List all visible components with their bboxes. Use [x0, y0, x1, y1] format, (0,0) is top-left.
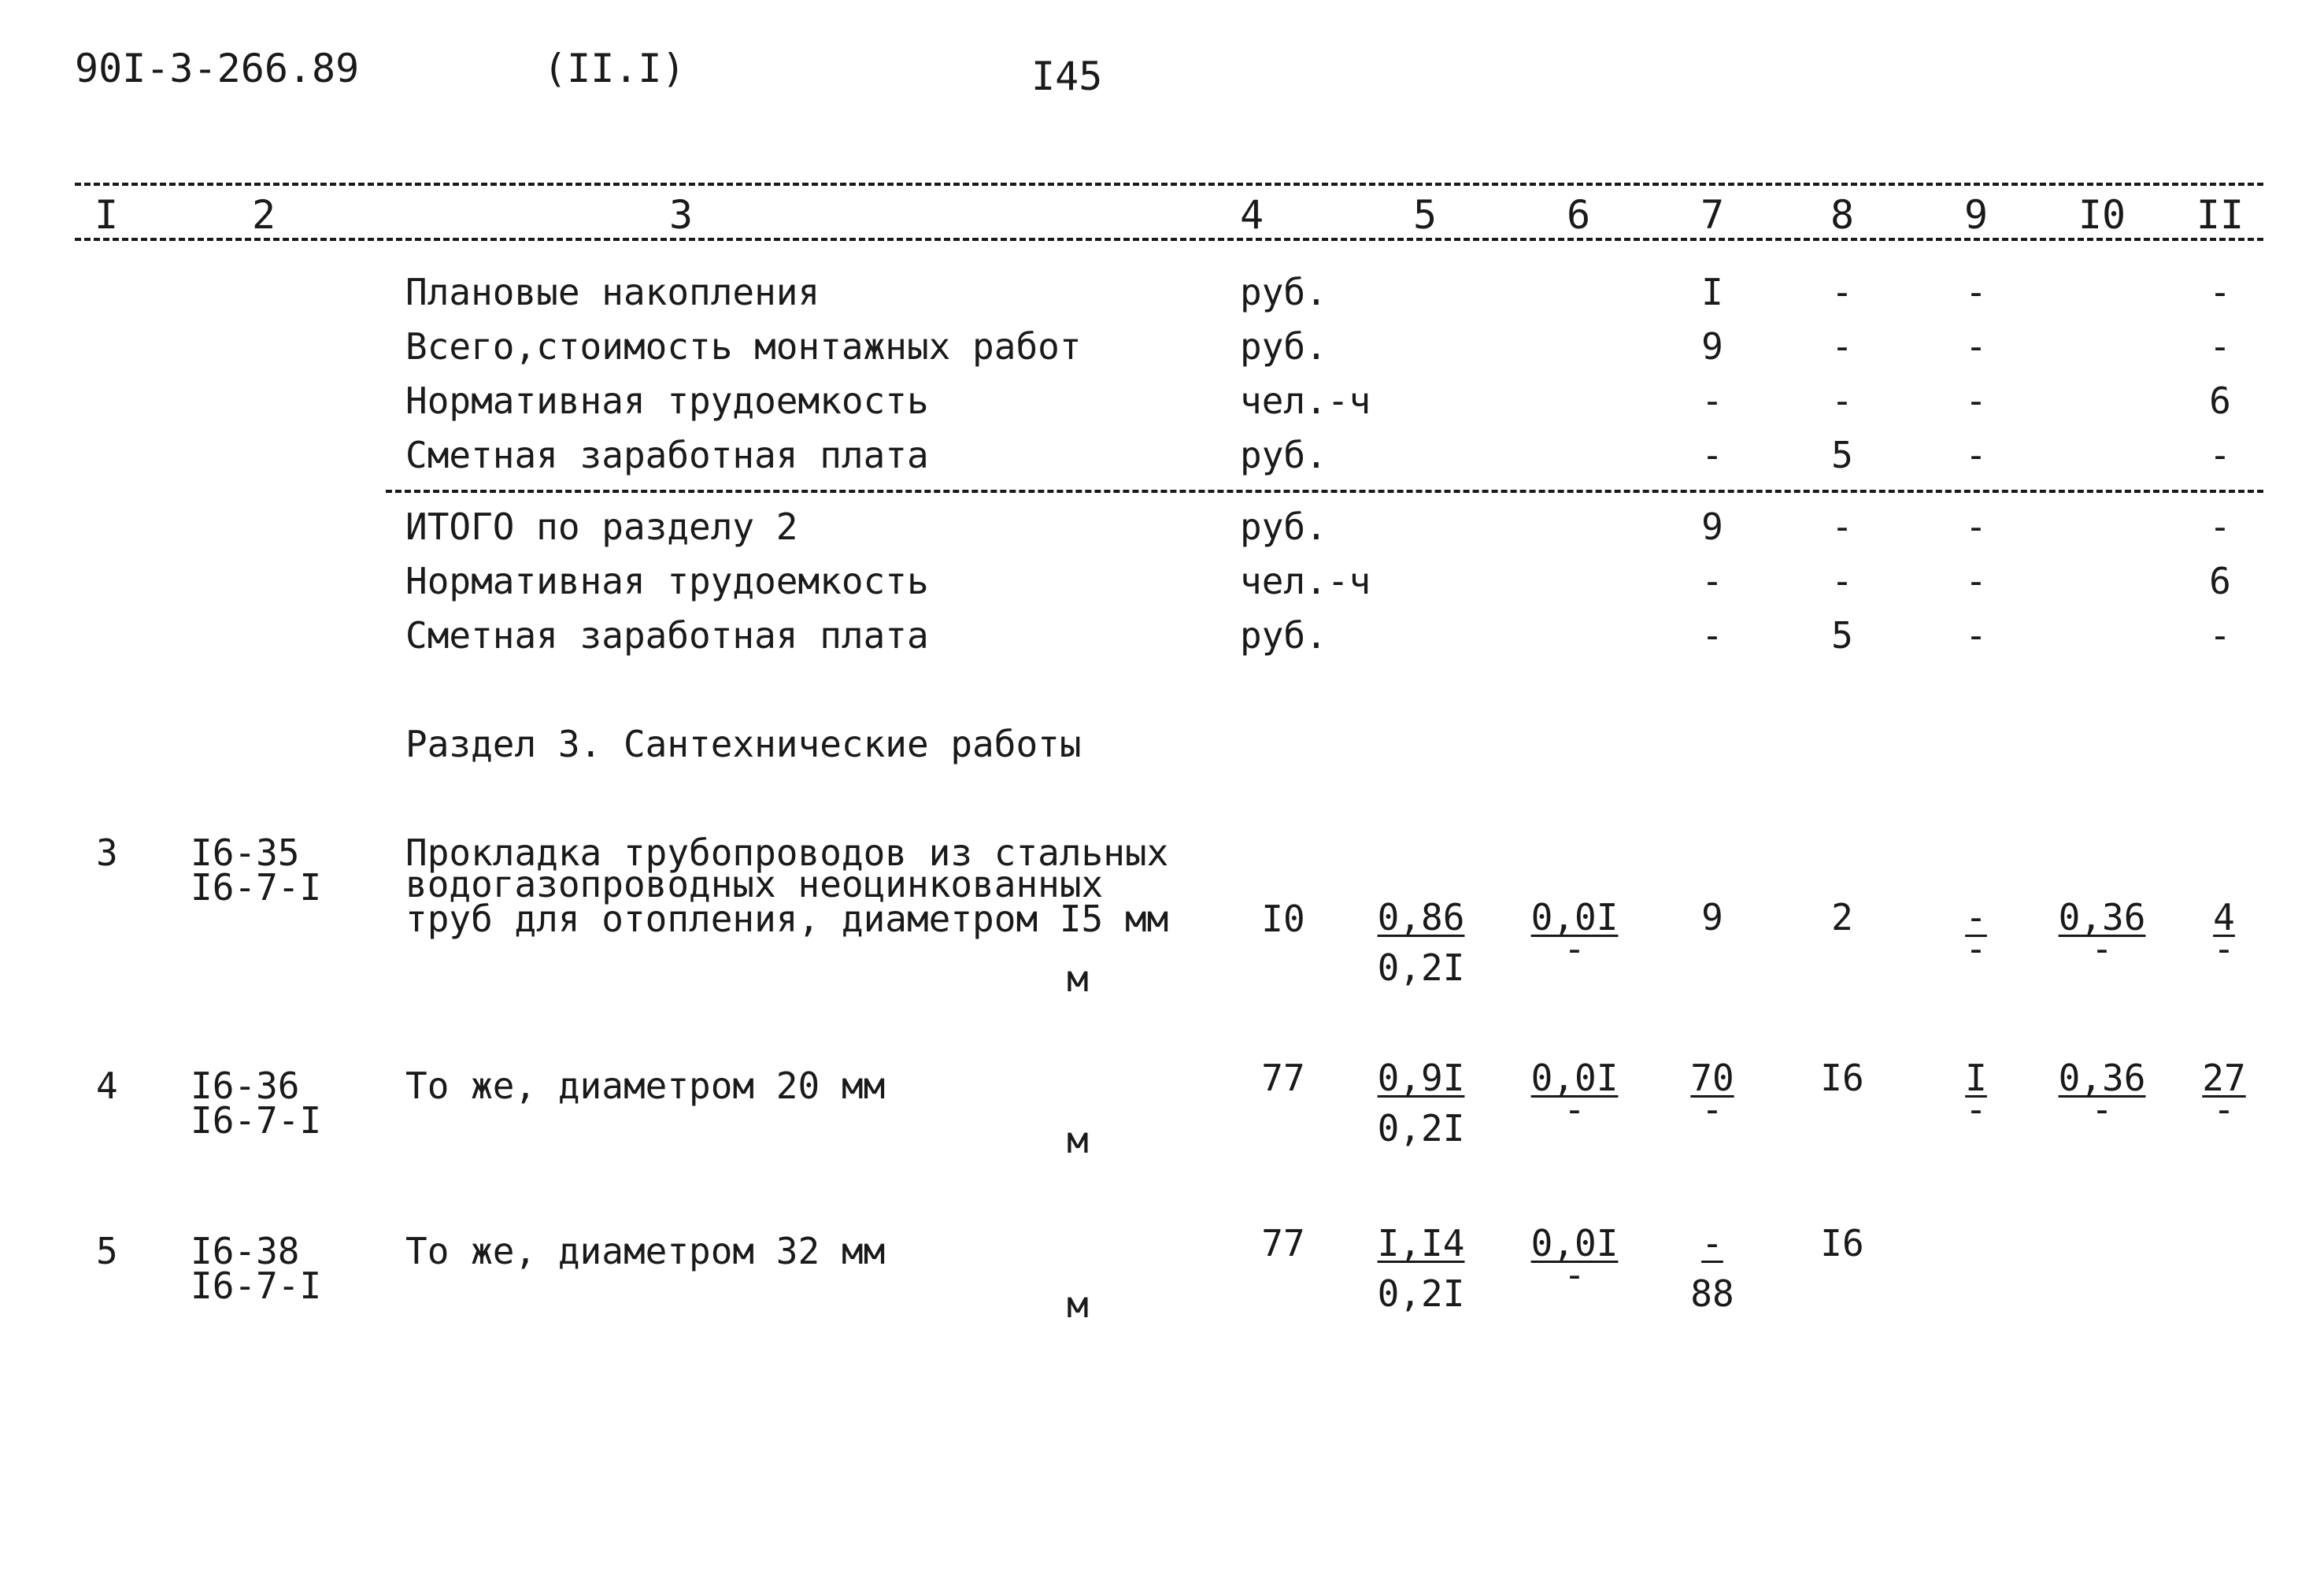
- item-code-secondary: I6-7-I: [191, 1099, 322, 1142]
- cell-col11: -: [2209, 614, 2231, 657]
- cell-col8: -: [1831, 380, 1853, 422]
- cell-col7: I: [1701, 271, 1723, 313]
- item-unit: м: [1067, 957, 1089, 1000]
- fraction-denominator: 0,2I: [1377, 946, 1465, 989]
- cell-col8: -: [1831, 271, 1853, 313]
- cell-col7: -: [1701, 614, 1723, 657]
- cell-col9: -: [1965, 325, 1987, 368]
- column-header: I: [94, 192, 119, 238]
- fraction-denominator: 88: [1690, 1272, 1734, 1315]
- fraction-denominator: -: [1564, 927, 1586, 970]
- cell-col11: [2161, 1057, 2287, 1131]
- cell-col8: 5: [1831, 434, 1853, 476]
- cell-col10: [2039, 1057, 2165, 1131]
- column-header: 9: [1963, 192, 1989, 238]
- cell-col11: 6: [2209, 560, 2231, 602]
- cell-col11: -: [2209, 271, 2231, 313]
- row-name: ИТОГО по разделу 2: [405, 505, 798, 548]
- row-name: Сметная заработная плата: [405, 434, 929, 476]
- item-unit: м: [1067, 1283, 1089, 1326]
- header-bottom-rule: [75, 238, 2263, 241]
- cell-col8: -: [1831, 505, 1853, 548]
- cell-col8: -: [1831, 325, 1853, 368]
- fraction-numerator: I: [1965, 1057, 1987, 1099]
- cell-col5: [1358, 1057, 1484, 1150]
- cell-col7: 9: [1701, 896, 1723, 939]
- column-header: 4: [1239, 192, 1264, 238]
- item-description-line: То же, диаметром 20 мм: [405, 1064, 886, 1107]
- fraction-numerator: 70: [1690, 1057, 1734, 1099]
- fraction-numerator: 0,36: [2058, 1057, 2146, 1099]
- document-code: 90I-3-266.89: [75, 46, 360, 91]
- fraction-numerator: -: [1965, 896, 1987, 939]
- item-number: 3: [96, 831, 118, 874]
- fraction-numerator: I,I4: [1377, 1222, 1465, 1264]
- fraction-denominator: -: [1701, 1088, 1723, 1131]
- fraction-numerator: 0,9I: [1377, 1057, 1465, 1099]
- cell-col9: -: [1965, 614, 1987, 657]
- cell-col5: [1358, 896, 1484, 989]
- row-unit: чел.-ч: [1240, 380, 1371, 422]
- row-name: Нормативная трудоемкость: [405, 380, 929, 422]
- cell-col9: -: [1965, 434, 1987, 476]
- fraction-denominator: -: [2091, 1088, 2113, 1131]
- cell-col6: [1512, 1222, 1638, 1296]
- item-description-line: труб для отопления, диаметром I5 мм: [405, 898, 1169, 940]
- cell-col9: -: [1965, 271, 1987, 313]
- column-header: 2: [251, 192, 276, 238]
- cell-col8: I6: [1820, 1222, 1864, 1264]
- row-name: Плановые накопления: [405, 271, 820, 313]
- column-header: 3: [668, 192, 694, 238]
- fraction-denominator: -: [2213, 1088, 2235, 1131]
- cell-col9: -: [1965, 380, 1987, 422]
- fraction-denominator: -: [1965, 927, 1987, 970]
- cell-col7: 9: [1701, 505, 1723, 548]
- item-number: 4: [96, 1064, 118, 1107]
- item-description-line: Прокладка трубопроводов из стальных: [405, 831, 1169, 874]
- cell-col7: [1649, 1222, 1775, 1315]
- subtotal-rule: [386, 490, 2263, 493]
- fraction-denominator: -: [2091, 927, 2113, 970]
- item-quantity: I0: [1261, 898, 1305, 940]
- row-unit: руб.: [1240, 271, 1327, 313]
- row-unit: руб.: [1240, 434, 1327, 476]
- cell-col7: -: [1701, 434, 1723, 476]
- cell-col6: [1512, 1057, 1638, 1131]
- item-code-secondary: I6-7-I: [191, 866, 322, 909]
- fraction-denominator: 0,2I: [1377, 1107, 1465, 1150]
- item-description-line: То же, диаметром 32 мм: [405, 1230, 886, 1272]
- fraction-denominator: -: [1564, 1253, 1586, 1296]
- column-header: II: [2196, 192, 2244, 238]
- fraction-numerator: 0,0I: [1530, 1222, 1619, 1264]
- cell-col7: -: [1701, 380, 1723, 422]
- column-header: 5: [1412, 192, 1438, 238]
- column-header: I0: [2078, 192, 2126, 238]
- fraction-numerator: 0,0I: [1530, 896, 1619, 939]
- item-code-secondary: I6-7-I: [191, 1264, 322, 1307]
- fraction-numerator: 27: [2202, 1057, 2246, 1099]
- header-top-rule: [75, 183, 2263, 186]
- cell-col8: -: [1831, 560, 1853, 602]
- row-name: Сметная заработная плата: [405, 614, 929, 657]
- item-number: 5: [96, 1230, 118, 1272]
- item-description-line: водогазопроводных неоцинкованных: [405, 863, 1104, 905]
- page-number: I45: [1031, 54, 1103, 99]
- cell-col6: [1512, 896, 1638, 970]
- cell-col8: 5: [1831, 614, 1853, 657]
- cell-col8: I6: [1820, 1057, 1864, 1099]
- item-code: I6-35: [191, 831, 300, 874]
- section-code: (II.I): [543, 46, 686, 91]
- column-header: 6: [1566, 192, 1591, 238]
- fraction-numerator: 4: [2213, 896, 2235, 939]
- cell-col11: 6: [2209, 380, 2231, 422]
- item-quantity: 77: [1261, 1222, 1305, 1264]
- cell-col11: [2161, 896, 2287, 970]
- section-title: Раздел 3. Сантехнические работы: [405, 723, 1082, 765]
- item-code: I6-38: [191, 1230, 300, 1272]
- column-header: 7: [1700, 192, 1725, 238]
- fraction-denominator: 0,2I: [1377, 1272, 1465, 1315]
- cell-col7: 9: [1701, 325, 1723, 368]
- fraction-denominator: -: [1564, 1088, 1586, 1131]
- fraction-denominator: -: [1965, 1088, 1987, 1131]
- cell-col11: -: [2209, 325, 2231, 368]
- cell-col9: -: [1965, 560, 1987, 602]
- cell-col9: -: [1965, 505, 1987, 548]
- column-header: 8: [1830, 192, 1855, 238]
- cell-col9: [1913, 1057, 2039, 1131]
- row-unit: чел.-ч: [1240, 560, 1371, 602]
- row-unit: руб.: [1240, 505, 1327, 548]
- fraction-numerator: 0,36: [2058, 896, 2146, 939]
- item-unit: м: [1067, 1119, 1089, 1161]
- row-unit: руб.: [1240, 325, 1327, 368]
- cell-col7: -: [1701, 560, 1723, 602]
- cell-col10: [2039, 896, 2165, 970]
- fraction-numerator: 0,86: [1377, 896, 1465, 939]
- row-name: Нормативная трудоемкость: [405, 560, 929, 602]
- fraction-denominator: -: [2213, 927, 2235, 970]
- cell-col7: [1649, 1057, 1775, 1131]
- item-quantity: 77: [1261, 1057, 1305, 1099]
- cell-col9: [1913, 896, 2039, 970]
- cell-col11: -: [2209, 505, 2231, 548]
- row-name: Всего,стоимость монтажных работ: [405, 325, 1082, 368]
- cell-col8: 2: [1831, 896, 1853, 939]
- item-code: I6-36: [191, 1064, 300, 1107]
- cell-col11: -: [2209, 434, 2231, 476]
- fraction-numerator: -: [1701, 1222, 1723, 1264]
- row-unit: руб.: [1240, 614, 1327, 657]
- fraction-numerator: 0,0I: [1530, 1057, 1619, 1099]
- cell-col5: [1358, 1222, 1484, 1315]
